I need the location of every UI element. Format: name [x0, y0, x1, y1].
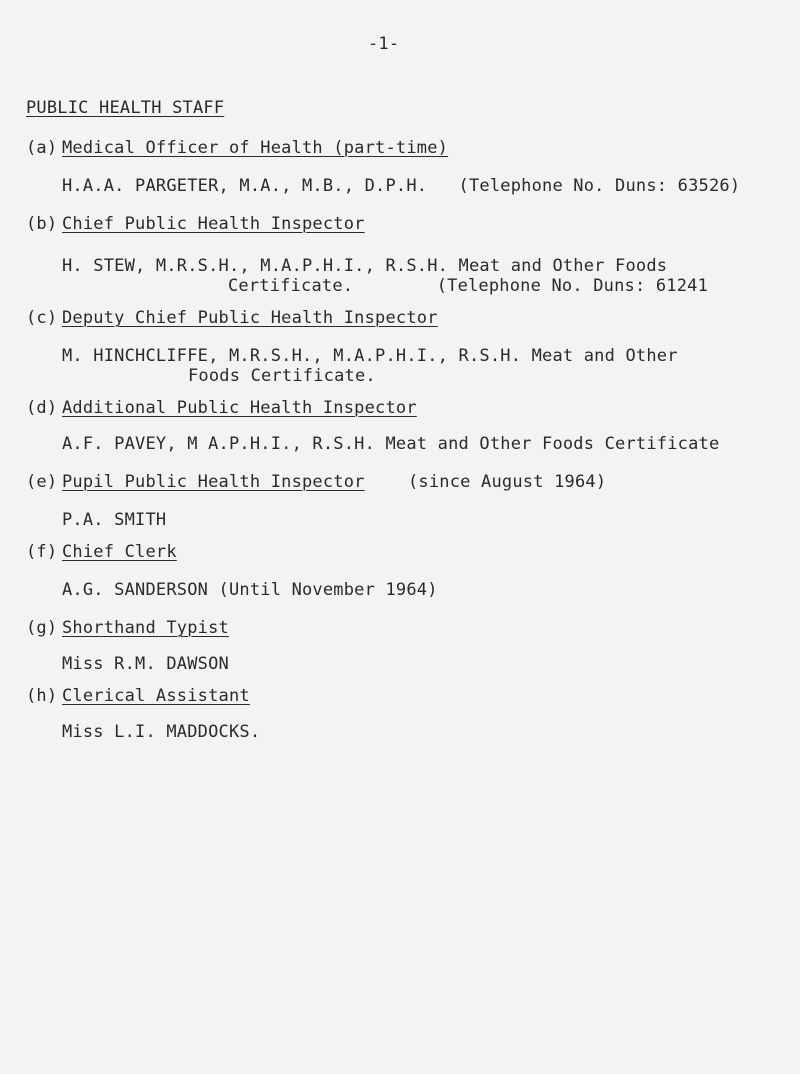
- staff-a-detail: H.A.A. PARGETER, M.A., M.B., D.P.H. (Telephone No. Duns: 63526): [62, 176, 741, 196]
- staff-d-role: Additional Public Health Inspector: [62, 398, 417, 418]
- staff-f-role: Chief Clerk: [62, 542, 177, 562]
- staff-a-role: Medical Officer of Health (part-time): [62, 138, 449, 158]
- staff-a-label: (a): [26, 138, 58, 158]
- staff-g-detail: Miss R.M. DAWSON: [62, 654, 229, 674]
- staff-e-role-note: (since August 1964): [408, 472, 607, 492]
- staff-d-detail: A.F. PAVEY, M A.P.H.I., R.S.H. Meat and Other Foods Certificate: [62, 434, 720, 454]
- page-number: -1-: [368, 34, 400, 54]
- staff-h-role: Clerical Assistant: [62, 686, 250, 706]
- staff-c-role: Deputy Chief Public Health Inspector: [62, 308, 438, 328]
- staff-f-detail: A.G. SANDERSON (Until November 1964): [62, 580, 438, 600]
- staff-c-detail-1: M. HINCHCLIFFE, M.R.S.H., M.A.P.H.I., R.S.H. Meat and Other: [62, 346, 678, 366]
- staff-e-label: (e): [26, 472, 58, 492]
- staff-h-detail: Miss L.I. MADDOCKS.: [62, 722, 261, 742]
- staff-e-role: Pupil Public Health Inspector: [62, 472, 365, 492]
- staff-b-detail-2: Certificate. (Telephone No. Duns: 61241: [228, 276, 709, 296]
- staff-f-label: (f): [26, 542, 58, 562]
- staff-e-detail: P.A. SMITH: [62, 510, 167, 530]
- staff-h-label: (h): [26, 686, 58, 706]
- staff-b-label: (b): [26, 214, 58, 234]
- section-title: PUBLIC HEALTH STAFF: [26, 98, 225, 118]
- staff-c-label: (c): [26, 308, 58, 328]
- staff-b-role: Chief Public Health Inspector: [62, 214, 365, 234]
- staff-b-detail-1: H. STEW, M.R.S.H., M.A.P.H.I., R.S.H. Meat and Other Foods: [62, 256, 668, 276]
- staff-g-role: Shorthand Typist: [62, 618, 229, 638]
- staff-c-detail-2: Foods Certificate.: [188, 366, 376, 386]
- staff-d-label: (d): [26, 398, 58, 418]
- staff-g-label: (g): [26, 618, 58, 638]
